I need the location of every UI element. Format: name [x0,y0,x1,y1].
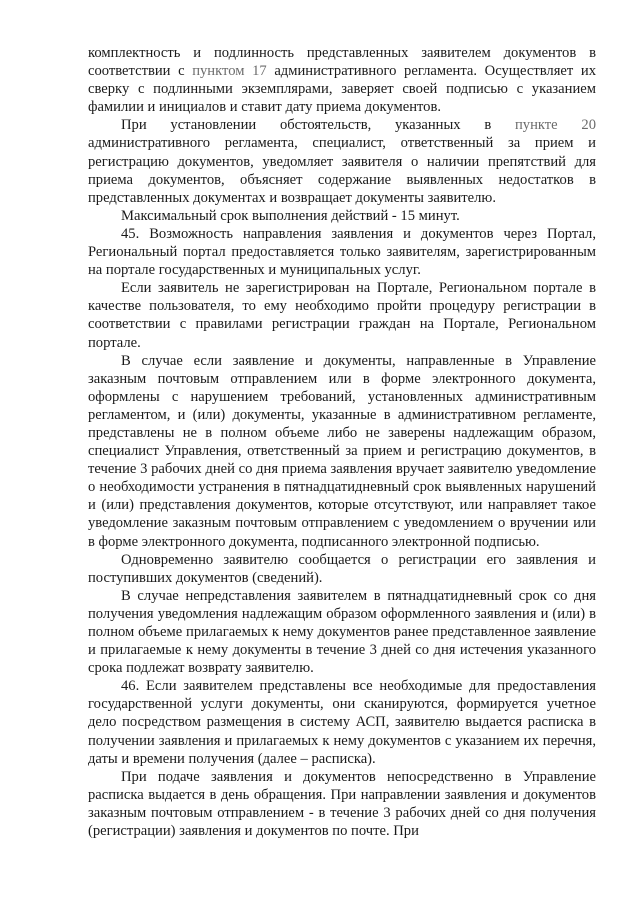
paragraph-5 [88,279,596,351]
paragraph-7 [88,551,596,587]
paragraph-9 [88,677,596,767]
paragraph-6 [88,352,596,551]
paragraph-1 [88,44,596,116]
paragraph-text: административного регламента. Осуществляет их сверку с подлинными экземплярами, заверяет своей подписью с указанием фамилии и инициалов и ставит дату приема документов. [88,63,596,116]
document-page [88,44,596,840]
paragraph-text: В случае если заявление и документы, направленные в Управление заказным почтовым отправлением или в форме электронного документа, оформлены с нарушением требований, установленных административным регламентом, и (или) документы, указанные в административном регламенте, представлены не в полном объеме либо не заверены надлежащим образом, специалист Управления, ответственный за прием и регистрацию документов, в течение 3 рабочих дней со дня приема заявления вручает заявителю уведомление о необходимости устранения в пятнадцатидневный срок выявленных нарушений и (или) представления документов, которые отсутствуют, или направляет такое уведомление заказным почтовым отправлением с уведомлением о вручении или в форме электронного документа, подписанного электронной подписью. [88,352,596,550]
paragraph-text: Максимальный срок выполнения действий - 15 минут. [121,207,460,224]
paragraph-3 [88,207,596,225]
paragraph-text: 45. Возможность направления заявления и документов через Портал, Региональный портал предоставляется только заявителям, зарегистрированным на портале государственных и муниципальных услуг. [88,225,596,279]
paragraph-text: При подаче заявления и документов непосредственно в Управление расписка выдается в день обращения. При направлении заявления и документов заказным почтовым отправлением - в течение 3 рабочих дней со дня получения (регистрации) заявления и документов по почте. При [88,768,596,840]
paragraph-2 [88,116,596,206]
paragraph-text: 46. Если заявителем представлены все необходимые для предоставления государственной услуги документы, они сканируются, формируется учетное дело посредством размещения в систему АСП, заявителю выдается расписка в получении заявления и прилагаемых к нему документов с указанием их перечня, даты и времени получения (далее – расписка). [88,678,596,767]
point-17-reference[interactable]: пунктом 17 [192,63,267,80]
paragraph-text: В случае непредставления заявителем в пятнадцатидневный срок со дня получения уведомления надлежащим образом оформленного заявления и (или) в полном объеме прилагаемых к нему документов ранее представленное заявление и прилагаемые к нему документы в течение 3 дней со дня истечения указанного срока подлежат возврату заявителю. [88,587,596,677]
paragraph-text: комплектность и подлинность представленных заявителем документов в соответствии с [88,45,596,80]
paragraph-text: Одновременно заявителю сообщается о регистрации его заявления и поступивших документов (сведений). [88,551,596,586]
point-20-reference[interactable]: пункте 20 [514,117,596,134]
paragraph-text: административного регламента, специалист, ответственный за прием и регистрацию документов, уведомляет заявителя о наличии препятствий для приема документов, объясняет содержание выявленных недостатков в представленных документах и возвращает документы заявителю. [88,135,596,206]
paragraph-8 [88,587,596,677]
paragraph-10 [88,768,596,840]
paragraph-text: Если заявитель не зарегистрирован на Портале, Региональном портале в качестве пользователя, то ему необходимо пройти процедуру регистрации в соответствии с правилами регистрации граждан на Портале, Региональном портале. [88,280,596,351]
paragraph-text: При установлении обстоятельств, указанных в [121,117,515,134]
paragraph-4 [88,225,596,279]
